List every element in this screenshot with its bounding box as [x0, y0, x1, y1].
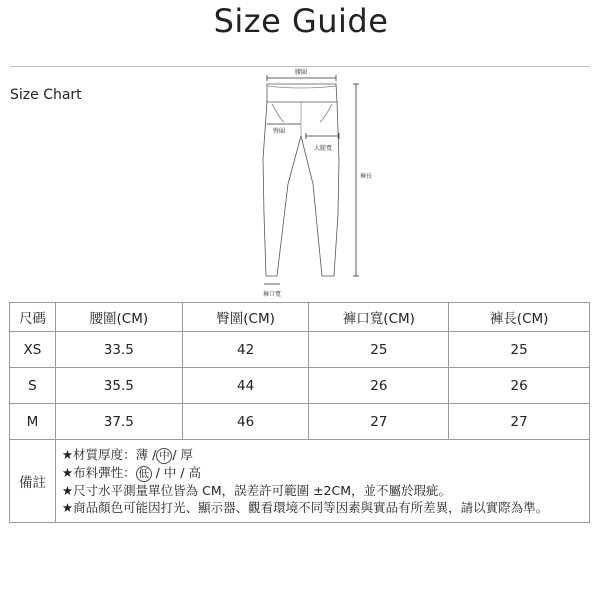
- remark-measurement-note: ★尺寸水平測量單位皆為 CM，誤差許可範圍 ±2CM，並不屬於瑕疵。: [61, 483, 452, 498]
- section-label: Size Chart: [10, 87, 82, 103]
- cell-hip: 46: [182, 404, 309, 440]
- header-size: 尺碼: [10, 303, 56, 332]
- cell-hem: 25: [309, 332, 449, 368]
- header-hip: 臀圍(CM): [182, 303, 309, 332]
- remark-elasticity: ★布料彈性： 低 / 中 / 高: [61, 465, 201, 480]
- cell-length: 27: [449, 404, 590, 440]
- size-table: [9, 302, 590, 523]
- thigh-measure-line: [306, 133, 339, 139]
- cell-hip: 44: [182, 368, 309, 404]
- selected-thickness-marker: 中: [156, 448, 172, 464]
- length-label: 褲長: [360, 173, 373, 180]
- remarks-cell: [55, 440, 589, 523]
- selected-elasticity-marker: 低: [136, 466, 152, 482]
- cell-hem: 27: [309, 404, 449, 440]
- cell-waist: 37.5: [55, 404, 182, 440]
- hip-label: 臀圍: [273, 128, 286, 135]
- remark-thickness: ★材質厚度：薄 / 中 / 厚: [61, 447, 194, 462]
- header-hem: 褲口寬(CM): [309, 303, 449, 332]
- hem-label: 褲口寬: [263, 291, 282, 298]
- cell-waist: 33.5: [55, 332, 182, 368]
- page-title: Size Guide: [213, 2, 389, 40]
- cell-size: M: [10, 404, 56, 440]
- cell-size: XS: [10, 332, 56, 368]
- waist-label: 腰圍: [295, 69, 308, 76]
- cell-waist: 35.5: [55, 368, 182, 404]
- table-header-row: [10, 303, 590, 332]
- table-row: [10, 404, 590, 440]
- pants-outline: [263, 84, 339, 276]
- cell-length: 26: [449, 368, 590, 404]
- cell-length: 25: [449, 332, 590, 368]
- cell-hip: 42: [182, 332, 309, 368]
- remarks-label: 備註: [10, 440, 56, 523]
- header-length: 褲長(CM): [449, 303, 590, 332]
- remarks-row: [10, 440, 590, 523]
- cell-hem: 26: [309, 368, 449, 404]
- length-measure-line: [353, 84, 359, 276]
- table-row: [10, 332, 590, 368]
- table-row: [10, 368, 590, 404]
- cell-size: S: [10, 368, 56, 404]
- header-waist: 腰圍(CM): [55, 303, 182, 332]
- pants-diagram: [250, 64, 390, 306]
- remark-color-note: ★商品顏色可能因打光、顯示器、觀看環境不同等因素與實品有所差異，請以實際為準。: [61, 500, 549, 515]
- thigh-label: 大腿寬: [314, 145, 333, 152]
